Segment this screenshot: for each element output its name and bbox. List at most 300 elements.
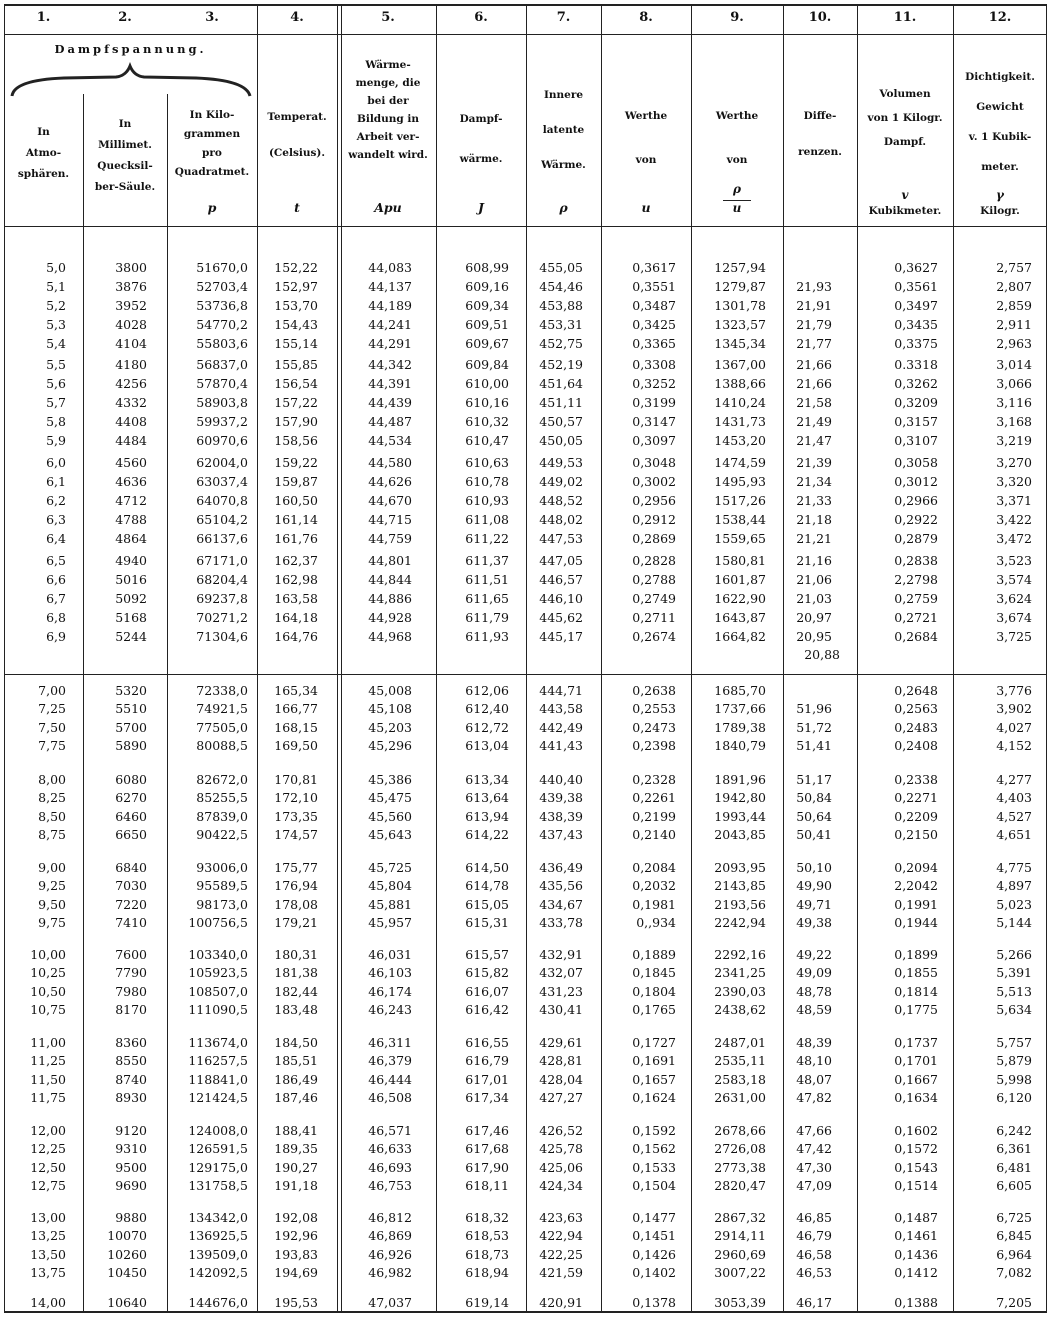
cell-mm-hg: 7600 — [115, 947, 147, 962]
cell-steam-heat: 610,78 — [465, 474, 509, 489]
cell-work-heat: 44,241 — [368, 317, 412, 332]
table-row — [4, 279, 1047, 295]
cell-atm: 11,00 — [30, 1035, 66, 1050]
cell-u-value: 0,1504 — [632, 1178, 676, 1194]
cell-difference: 51,72 — [796, 719, 832, 735]
cell-work-heat: 45,804 — [368, 878, 412, 894]
cell-steam-heat: 616,07 — [465, 983, 509, 999]
cell-volume: 0,1991 — [894, 896, 938, 912]
cell-steam-heat: 617,34 — [465, 1090, 509, 1106]
cell-work-heat: 45,203 — [368, 719, 412, 735]
cell-latent-heat: 431,23 — [539, 983, 583, 999]
cell-difference: 51,17 — [796, 772, 832, 787]
cell-difference: 47,42 — [796, 1141, 832, 1157]
table-row — [4, 809, 1047, 825]
cell-mm-hg: 8550 — [115, 1053, 147, 1069]
cell-work-heat: 46,693 — [368, 1159, 412, 1175]
cell-work-heat: 44,801 — [368, 553, 412, 568]
cell-volume: 0,2922 — [894, 512, 938, 527]
table-row — [4, 455, 1047, 471]
cell-volume: 0,1634 — [894, 1090, 938, 1106]
cell-rho-over-u: 1993,44 — [714, 808, 766, 824]
cell-latent-heat: 427,27 — [539, 1090, 583, 1106]
cell-atm: 13,50 — [30, 1246, 66, 1262]
table-row — [4, 1035, 1047, 1051]
cell-mm-hg: 3952 — [115, 298, 147, 313]
cell-kg-per-m2: 142092,5 — [188, 1265, 248, 1281]
cell-difference: 21,16 — [796, 553, 832, 568]
cell-temperature: 172,10 — [274, 790, 318, 806]
cell-mm-hg: 10260 — [107, 1246, 147, 1262]
cell-atm: 6,1 — [46, 474, 66, 489]
cell-work-heat: 45,881 — [368, 896, 412, 912]
cell-difference: 21,06 — [796, 572, 832, 587]
cell-mm-hg: 8170 — [115, 1002, 147, 1018]
cell-u-value: 0,2199 — [632, 808, 676, 824]
cell-atm: 13,75 — [30, 1265, 66, 1281]
cell-mm-hg: 6270 — [115, 790, 147, 806]
cell-u-value: 0,1691 — [632, 1053, 676, 1069]
cell-rho-over-u: 2438,62 — [714, 1002, 766, 1018]
cell-u-value: 0,3617 — [632, 260, 676, 275]
cell-kg-per-m2: 144676,0 — [188, 1295, 248, 1310]
cell-rho-over-u: 1891,96 — [714, 772, 766, 787]
cell-density: 4,277 — [996, 772, 1032, 787]
cell-volume: 0,2879 — [894, 531, 938, 546]
cell-atm: 6,8 — [46, 610, 66, 625]
cell-density: 4,527 — [996, 808, 1032, 824]
table-row — [4, 1228, 1047, 1244]
cell-kg-per-m2: 90422,5 — [196, 827, 248, 843]
cell-mm-hg: 5890 — [115, 738, 147, 754]
cell-temperature: 161,76 — [274, 531, 318, 546]
cell-density: 7,205 — [996, 1295, 1032, 1310]
cell-steam-heat: 613,94 — [465, 808, 509, 824]
cell-density: 3,776 — [996, 683, 1032, 698]
cell-mm-hg: 5092 — [115, 591, 147, 606]
cell-latent-heat: 424,34 — [539, 1178, 583, 1194]
cell-density: 5,998 — [996, 1071, 1032, 1087]
cell-atm: 6,6 — [46, 572, 66, 587]
cell-rho-over-u: 1301,78 — [714, 298, 766, 313]
cell-latent-heat: 451,11 — [539, 395, 583, 410]
cell-rho-over-u: 2043,85 — [714, 827, 766, 843]
cell-u-value: 0,2674 — [632, 629, 676, 644]
table-row — [4, 591, 1047, 607]
table-row — [4, 1295, 1047, 1311]
cell-work-heat: 44,391 — [368, 376, 412, 391]
cell-steam-heat: 611,93 — [465, 629, 509, 644]
cell-work-heat: 47,037 — [368, 1295, 412, 1310]
cell-work-heat: 44,886 — [368, 591, 412, 606]
cell-atm: 7,75 — [38, 738, 66, 754]
cell-volume: 0,1701 — [894, 1053, 938, 1069]
cell-latent-heat: 447,05 — [539, 553, 583, 568]
symbol-p: p — [207, 200, 217, 215]
cell-steam-heat: 617,46 — [465, 1123, 509, 1138]
table-row — [4, 683, 1047, 699]
cell-atm: 9,25 — [38, 878, 66, 894]
cell-temperature: 173,35 — [274, 808, 318, 824]
cell-volume: 0,2338 — [894, 772, 938, 787]
cell-steam-heat: 610,32 — [465, 414, 509, 429]
cell-volume: 0,2648 — [894, 683, 938, 698]
cell-kg-per-m2: 52703,4 — [196, 279, 248, 294]
cell-volume: 0,1388 — [894, 1295, 938, 1310]
cell-latent-heat: 432,07 — [539, 965, 583, 981]
cell-difference: 47,82 — [796, 1090, 832, 1106]
cell-rho-over-u: 1580,81 — [714, 553, 766, 568]
cell-atm: 10,25 — [30, 965, 66, 981]
cell-mm-hg: 7030 — [115, 878, 147, 894]
cell-rho-over-u: 1789,38 — [714, 719, 766, 735]
cell-volume: 0,2759 — [894, 591, 938, 606]
cell-density: 5,634 — [996, 1002, 1032, 1018]
table-row — [4, 395, 1047, 411]
cell-difference: 47,30 — [796, 1159, 832, 1175]
cell-difference: 50,64 — [796, 808, 832, 824]
cell-atm: 6,5 — [46, 553, 66, 568]
brace-icon — [4, 62, 257, 102]
cell-density: 5,513 — [996, 983, 1032, 999]
cell-latent-heat: 442,49 — [539, 719, 583, 735]
symbol-u: u — [641, 200, 651, 215]
cell-density: 3,422 — [996, 512, 1032, 527]
cell-density: 4,152 — [996, 738, 1032, 754]
cell-steam-heat: 613,64 — [465, 790, 509, 806]
cell-difference: 50,41 — [796, 827, 832, 843]
cell-steam-heat: 609,51 — [465, 317, 509, 332]
cell-mm-hg: 4864 — [115, 531, 147, 546]
cell-kg-per-m2: 129175,0 — [188, 1159, 248, 1175]
cell-kg-per-m2: 126591,5 — [188, 1141, 248, 1157]
cell-kg-per-m2: 87839,0 — [196, 808, 248, 824]
cell-work-heat: 46,508 — [368, 1090, 412, 1106]
cell-atm: 7,00 — [38, 683, 66, 698]
cell-u-value: 0,1378 — [632, 1295, 676, 1310]
cell-difference: 21,93 — [796, 279, 832, 294]
cell-temperature: 174,57 — [274, 827, 318, 843]
cell-temperature: 162,98 — [274, 572, 318, 587]
cell-work-heat: 44,137 — [368, 279, 412, 294]
col-number: 2. — [118, 10, 132, 25]
cell-u-value: 0,1477 — [632, 1210, 676, 1225]
cell-latent-heat: 448,02 — [539, 512, 583, 527]
table-row — [4, 1002, 1047, 1018]
cell-steam-heat: 615,31 — [465, 915, 509, 931]
table-row — [4, 553, 1047, 569]
cell-kg-per-m2: 51670,0 — [196, 260, 248, 275]
table-row — [4, 493, 1047, 509]
table-row — [4, 984, 1047, 1000]
cell-density: 3,523 — [996, 553, 1032, 568]
cell-mm-hg: 4028 — [115, 317, 147, 332]
cell-volume: 0,1667 — [894, 1071, 938, 1087]
table-row — [4, 1072, 1047, 1088]
cell-difference: 21,18 — [796, 512, 832, 527]
cell-latent-heat: 450,05 — [539, 433, 583, 448]
cell-kg-per-m2: 63037,4 — [196, 474, 248, 489]
cell-steam-heat: 611,37 — [465, 553, 509, 568]
cell-latent-heat: 452,75 — [539, 336, 583, 351]
cell-volume: 0,2838 — [894, 553, 938, 568]
cell-temperature: 180,31 — [274, 947, 318, 962]
cell-work-heat: 45,296 — [368, 738, 412, 754]
cell-rho-over-u: 2583,18 — [714, 1071, 766, 1087]
cell-density: 5,266 — [996, 947, 1032, 962]
cell-latent-heat: 445,62 — [539, 610, 583, 625]
cell-volume: 0,1737 — [894, 1035, 938, 1050]
cell-work-heat: 46,103 — [368, 965, 412, 981]
cell-density: 6,964 — [996, 1246, 1032, 1262]
cell-temperature: 159,87 — [274, 474, 318, 489]
cell-u-value: 0,1727 — [632, 1035, 676, 1050]
cell-kg-per-m2: 131758,5 — [188, 1178, 248, 1194]
cell-u-value: 0,3365 — [632, 336, 676, 351]
cell-temperature: 184,50 — [274, 1035, 318, 1050]
cell-work-heat: 45,560 — [368, 808, 412, 824]
cell-mm-hg: 5168 — [115, 610, 147, 625]
cell-volume: 0,2684 — [894, 629, 938, 644]
cell-atm: 5,0 — [46, 260, 66, 275]
cell-temperature: 187,46 — [274, 1090, 318, 1106]
cell-rho-over-u: 2193,56 — [714, 896, 766, 912]
cell-latent-heat: 440,40 — [539, 772, 583, 787]
cell-u-value: 0,2261 — [632, 790, 676, 806]
cell-latent-heat: 449,02 — [539, 474, 583, 489]
cell-u-value: 0,2711 — [632, 610, 676, 625]
table-row — [4, 531, 1047, 547]
cell-volume: 0,1775 — [894, 1002, 938, 1018]
cell-difference: 46,53 — [796, 1265, 832, 1281]
cell-kg-per-m2: 98173,0 — [196, 896, 248, 912]
cell-work-heat: 44,580 — [368, 455, 412, 470]
cell-difference: 50,84 — [796, 790, 832, 806]
cell-u-value: 0,2956 — [632, 493, 676, 508]
table-row — [4, 915, 1047, 931]
col4-header: Temperat. (Celsius). — [267, 111, 327, 159]
cell-kg-per-m2: 66137,6 — [196, 531, 248, 546]
cell-temperature: 192,08 — [274, 1210, 318, 1225]
cell-steam-heat: 611,65 — [465, 591, 509, 606]
table-row — [4, 772, 1047, 788]
col2-header: In Millimet. Quecksil- ber-Säule. — [94, 118, 156, 193]
cell-latent-heat: 441,43 — [539, 738, 583, 754]
cell-u-value: 0,1804 — [632, 983, 676, 999]
cell-temperature: 157,22 — [274, 395, 318, 410]
cell-rho-over-u: 1410,24 — [714, 395, 766, 410]
cell-difference: 48,07 — [796, 1071, 832, 1087]
table-row — [4, 376, 1047, 392]
table-row — [4, 827, 1047, 843]
cell-u-value: 0,3308 — [632, 357, 676, 372]
cell-difference: 48,78 — [796, 983, 832, 999]
cell-difference: 49,09 — [796, 965, 832, 981]
cell-rho-over-u: 2390,03 — [714, 983, 766, 999]
cell-u-value: 0,2828 — [632, 553, 676, 568]
table-row — [4, 1053, 1047, 1069]
cell-density: 4,897 — [996, 878, 1032, 894]
cell-kg-per-m2: 136925,5 — [188, 1228, 248, 1244]
cell-u-value: 0,3487 — [632, 298, 676, 313]
table-row — [4, 1265, 1047, 1281]
cell-latent-heat: 443,58 — [539, 701, 583, 717]
cell-steam-heat: 618,11 — [465, 1178, 509, 1194]
symbol-rho: ρ — [559, 200, 568, 215]
cell-work-heat: 44,439 — [368, 395, 412, 410]
table-row — [4, 860, 1047, 876]
cell-latent-heat: 448,52 — [539, 493, 583, 508]
cell-density: 6,361 — [996, 1141, 1032, 1157]
cell-steam-heat: 614,22 — [465, 827, 509, 843]
cell-u-value: 0,2032 — [632, 878, 676, 894]
cell-volume: 0,1461 — [894, 1228, 938, 1244]
symbol-gamma: γ — [996, 188, 1004, 202]
cell-steam-heat: 612,72 — [465, 719, 509, 735]
cell-difference: 21,77 — [796, 336, 832, 351]
cell-density: 3,902 — [996, 701, 1032, 717]
cell-mm-hg: 5320 — [115, 683, 147, 698]
cell-work-heat: 44,083 — [368, 260, 412, 275]
cell-work-heat: 46,926 — [368, 1246, 412, 1262]
cell-temperature: 170,81 — [274, 772, 318, 787]
cell-work-heat: 46,633 — [368, 1141, 412, 1157]
cell-density: 3,014 — [996, 357, 1032, 372]
cell-mm-hg: 6840 — [115, 860, 147, 875]
cell-rho-over-u: 1257,94 — [714, 260, 766, 275]
cell-latent-heat: 433,78 — [539, 915, 583, 931]
cell-difference: 51,96 — [796, 701, 832, 717]
cell-temperature: 175,77 — [274, 860, 318, 875]
cell-density: 3,116 — [996, 395, 1032, 410]
cell-work-heat: 46,174 — [368, 983, 412, 999]
cell-temperature: 155,85 — [274, 357, 318, 372]
cell-atm: 6,9 — [46, 629, 66, 644]
cell-difference: 48,59 — [796, 1002, 832, 1018]
cell-steam-heat: 611,08 — [465, 512, 509, 527]
cell-mm-hg: 7980 — [115, 983, 147, 999]
cell-difference: 46,17 — [796, 1295, 832, 1310]
cell-latent-heat: 444,71 — [539, 683, 583, 698]
cell-atm: 11,50 — [30, 1071, 66, 1087]
cell-difference: 49,71 — [796, 896, 832, 912]
cell-density: 3,574 — [996, 572, 1032, 587]
cell-steam-heat: 618,94 — [465, 1265, 509, 1281]
cell-density: 3,219 — [996, 433, 1032, 448]
table-row — [4, 1090, 1047, 1106]
col-number: 6. — [474, 10, 488, 25]
cell-work-heat: 44,342 — [368, 357, 412, 372]
cell-temperature: 182,44 — [274, 983, 318, 999]
cell-work-heat: 46,869 — [368, 1228, 412, 1244]
cell-density: 6,605 — [996, 1178, 1032, 1194]
cell-density: 4,775 — [996, 860, 1032, 875]
cell-kg-per-m2: 56837,0 — [196, 357, 248, 372]
cell-difference: 50,10 — [796, 860, 832, 875]
cell-mm-hg: 4712 — [115, 493, 147, 508]
cell-temperature: 166,77 — [274, 701, 318, 717]
cell-kg-per-m2: 111090,5 — [188, 1002, 248, 1018]
cell-steam-heat: 610,00 — [465, 376, 509, 391]
cell-u-value: 0,2553 — [632, 701, 676, 717]
cell-atm: 13,25 — [30, 1228, 66, 1244]
cell-temperature: 194,69 — [274, 1265, 318, 1281]
cell-latent-heat: 434,67 — [539, 896, 583, 912]
cell-atm: 12,50 — [30, 1159, 66, 1175]
cell-difference: 21,66 — [796, 357, 832, 372]
cell-rho-over-u: 1517,26 — [714, 493, 766, 508]
cell-latent-heat: 430,41 — [539, 1002, 583, 1018]
cell-mm-hg: 4788 — [115, 512, 147, 527]
cell-atm: 6,4 — [46, 531, 66, 546]
cell-atm: 5,4 — [46, 336, 66, 351]
table-row — [4, 897, 1047, 913]
cell-u-value: 0,3551 — [632, 279, 676, 294]
cell-volume: 0,3058 — [894, 455, 938, 470]
cell-volume: 0,3561 — [894, 279, 938, 294]
cell-mm-hg: 7410 — [115, 915, 147, 931]
cell-density: 2,807 — [996, 279, 1032, 294]
cell-volume: 0,3497 — [894, 298, 938, 313]
cell-kg-per-m2: 74921,5 — [196, 701, 248, 717]
cell-difference: 21,91 — [796, 298, 832, 313]
cell-mm-hg: 7790 — [115, 965, 147, 981]
cell-work-heat: 44,715 — [368, 512, 412, 527]
cell-steam-heat: 610,63 — [465, 455, 509, 470]
cell-rho-over-u: 1559,65 — [714, 531, 766, 546]
table-row — [4, 738, 1047, 754]
cell-atm: 7,50 — [38, 719, 66, 735]
cell-rho-over-u: 2631,00 — [714, 1090, 766, 1106]
col3-header: In Kilo- grammen pro Quadratmet. — [174, 109, 250, 178]
table-row — [4, 1123, 1047, 1139]
cell-kg-per-m2: 55803,6 — [196, 336, 248, 351]
cell-density: 3,624 — [996, 591, 1032, 606]
cell-difference: 21,33 — [796, 493, 832, 508]
cell-volume: 0,3627 — [894, 260, 938, 275]
cell-rho-over-u: 1279,87 — [714, 279, 766, 294]
cell-volume: 0,3107 — [894, 433, 938, 448]
col-number: 1. — [36, 10, 51, 25]
cell-u-value: 0,3252 — [632, 376, 676, 391]
cell-u-value: 0,2869 — [632, 531, 676, 546]
cell-u-value: 0,1765 — [632, 1002, 676, 1018]
cell-volume: 0,1543 — [894, 1159, 938, 1175]
cell-steam-heat: 609,67 — [465, 336, 509, 351]
cell-temperature: 157,90 — [274, 414, 318, 429]
cell-u-value: 0,1889 — [632, 947, 676, 962]
cell-density: 7,082 — [996, 1265, 1032, 1281]
cell-u-value: 0,1562 — [632, 1141, 676, 1157]
table-row — [4, 357, 1047, 373]
cell-atm: 6,2 — [46, 493, 66, 508]
cell-latent-heat: 425,78 — [539, 1141, 583, 1157]
cell-volume: 0,1899 — [894, 947, 938, 962]
cell-mm-hg: 6080 — [115, 772, 147, 787]
cell-temperature: 165,34 — [274, 683, 318, 698]
cell-mm-hg: 3800 — [115, 260, 147, 275]
table-row — [4, 629, 1047, 645]
table-row — [4, 260, 1047, 276]
cell-density: 5,757 — [996, 1035, 1032, 1050]
cell-volume: 0,2271 — [894, 790, 938, 806]
cell-atm: 6,7 — [46, 591, 66, 606]
cell-rho-over-u: 3007,22 — [714, 1265, 766, 1281]
cell-rho-over-u: 2678,66 — [714, 1123, 766, 1138]
cell-work-heat: 45,008 — [368, 683, 412, 698]
cell-u-value: 0,2788 — [632, 572, 676, 587]
cell-u-value: 0,1624 — [632, 1090, 676, 1106]
